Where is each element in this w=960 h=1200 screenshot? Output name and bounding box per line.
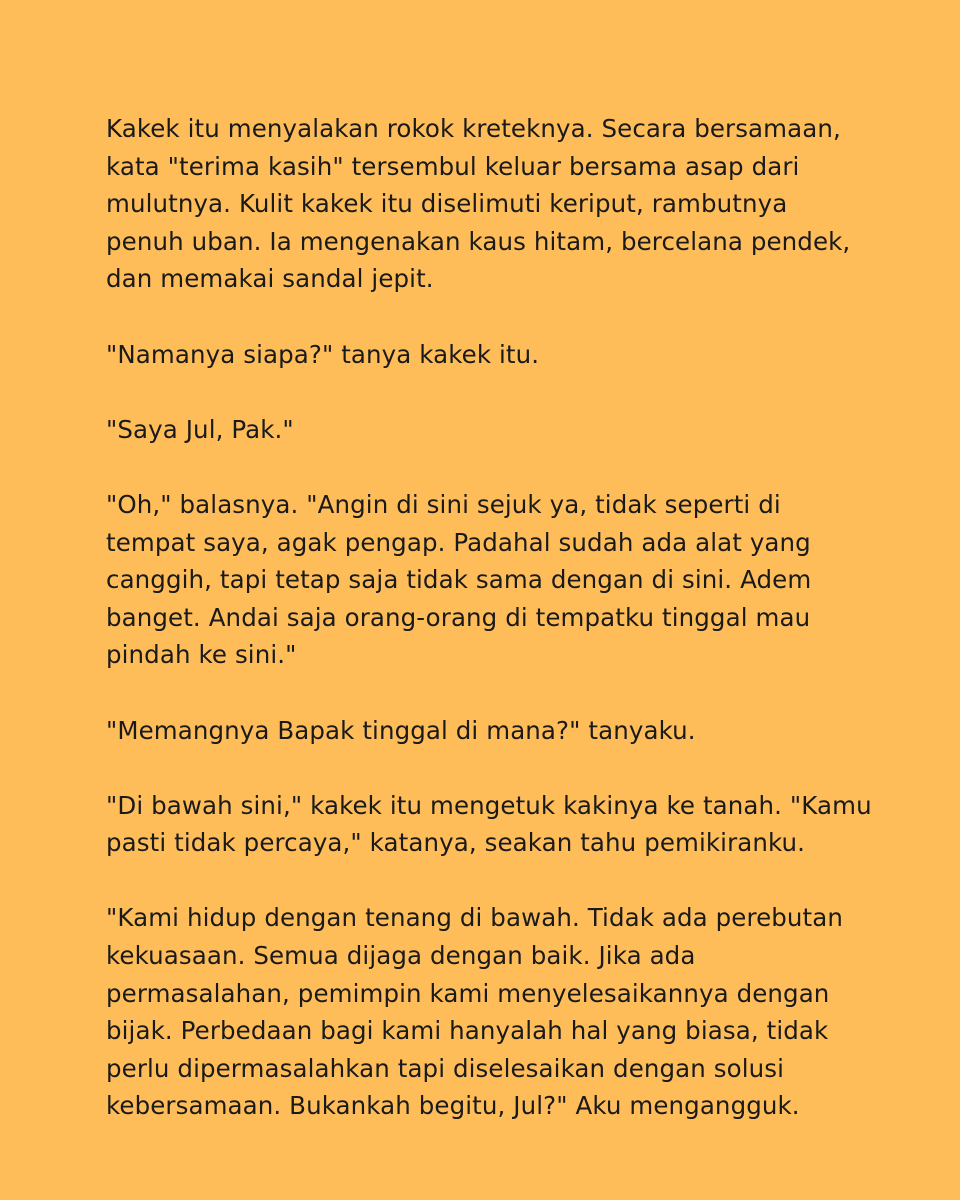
text-line: pasti tidak percaya," katanya, seakan tahu pemikiranku. bbox=[106, 828, 806, 858]
text-line: kata "terima kasih" tersembul keluar bersama asap dari bbox=[106, 151, 800, 181]
text-line: permasalahan, pemimpin kami menyelesaikannya dengan bbox=[106, 978, 830, 1008]
paragraph-2 bbox=[106, 336, 886, 374]
paragraph-3 bbox=[106, 411, 886, 449]
text-line: "Memangnya Bapak tinggal di mana?" tanyaku. bbox=[106, 715, 696, 745]
text-line: "Namanya siapa?" tanya kakek itu. bbox=[106, 339, 540, 369]
text-line: "Kami hidup dengan tenang di bawah. Tidak ada perebutan bbox=[106, 903, 844, 933]
text-line: canggih, tapi tetap saja tidak sama dengan di sini. Adem bbox=[106, 565, 812, 595]
text-line: Kakek itu menyalakan rokok kreteknya. Secara bersamaan, bbox=[106, 114, 841, 143]
text-line: kebersamaan. Bukankah begitu, Jul?" Aku mengangguk. bbox=[106, 1091, 800, 1121]
story-text bbox=[106, 110, 886, 1163]
text-line: perlu dipermasalahkan tapi diselesaikan dengan solusi bbox=[106, 1053, 785, 1083]
paragraph-4 bbox=[106, 486, 886, 674]
text-line: pindah ke sini." bbox=[106, 640, 297, 670]
text-line: kekuasaan. Semua dijaga dengan baik. Jika ada bbox=[106, 941, 696, 971]
paragraph-6 bbox=[106, 787, 886, 862]
paragraph-7 bbox=[106, 899, 886, 1125]
text-line: "Di bawah sini," kakek itu mengetuk kakinya ke tanah. "Kamu bbox=[106, 790, 872, 820]
paragraph-5 bbox=[106, 712, 886, 750]
text-line: bijak. Perbedaan bagi kami hanyalah hal yang biasa, tidak bbox=[106, 1016, 829, 1046]
text-line: dan memakai sandal jepit. bbox=[106, 264, 434, 294]
text-line: tempat saya, agak pengap. Padahal sudah ada alat yang bbox=[106, 527, 811, 557]
paragraph-1 bbox=[106, 110, 886, 298]
text-line: banget. Andai saja orang-orang di tempatku tinggal mau bbox=[106, 602, 811, 632]
text-line: penuh uban. Ia mengenakan kaus hitam, bercelana pendek, bbox=[106, 226, 851, 256]
text-line: "Oh," balasnya. "Angin di sini sejuk ya, tidak seperti di bbox=[106, 489, 781, 519]
text-line: mulutnya. Kulit kakek itu diselimuti keriput, rambutnya bbox=[106, 189, 788, 219]
text-line: "Saya Jul, Pak." bbox=[106, 414, 294, 444]
